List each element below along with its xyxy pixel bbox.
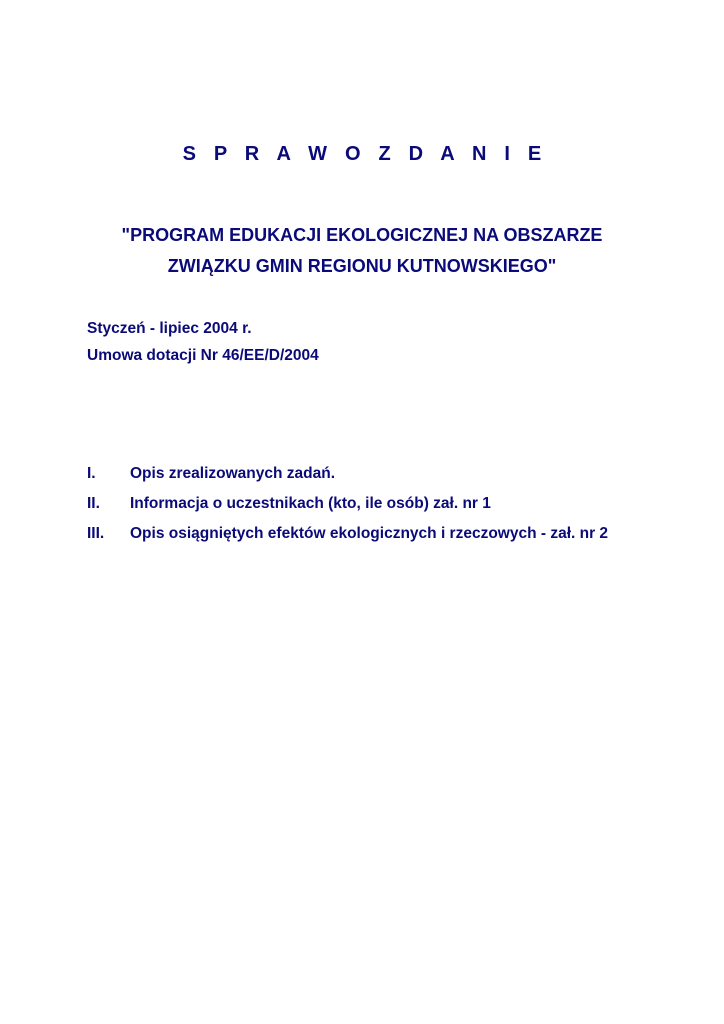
program-title-line-2: ZWIĄZKU GMIN REGIONU KUTNOWSKIEGO" bbox=[167, 256, 557, 276]
contents-item-text: Informacja o uczestnikach (kto, ile osób) zał. nr 1 bbox=[130, 495, 491, 512]
report-period: Styczeń - lipiec 2004 r. bbox=[87, 320, 252, 337]
document-title: S P R A W O Z D A N I E bbox=[182, 143, 548, 165]
contents-item-text: Opis osiągniętych efektów ekologicznych i rzeczowych - zał. nr 2 bbox=[130, 525, 609, 542]
agreement-number: Umowa dotacji Nr 46/EE/D/2004 bbox=[87, 347, 319, 364]
contents-item bbox=[87, 519, 647, 549]
contents-item-text: Opis zrealizowanych zadań. bbox=[130, 465, 336, 482]
contents-item-number: II. bbox=[87, 495, 100, 512]
program-title bbox=[0, 220, 724, 282]
program-title-line-1: "PROGRAM EDUKACJI EKOLOGICZNEJ NA OBSZARZE bbox=[121, 225, 603, 245]
contents-item bbox=[87, 459, 647, 489]
contents-list bbox=[87, 459, 647, 549]
contents-item-number: III. bbox=[87, 525, 105, 542]
contents-item bbox=[87, 489, 647, 519]
contents-item-number: I. bbox=[87, 465, 96, 482]
report-meta bbox=[87, 315, 319, 369]
